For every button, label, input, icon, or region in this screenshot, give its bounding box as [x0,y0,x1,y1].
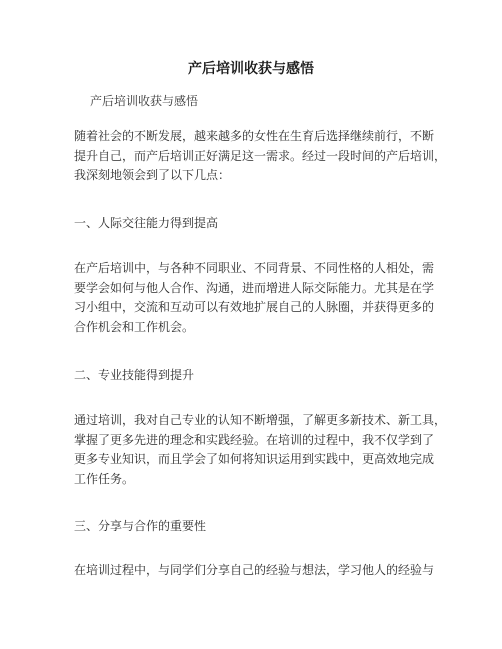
paragraph-line: 要学会如何与他人合作、沟通，进而增进人际交际能力。尤其是在学 [74,280,435,295]
paragraph-line: 习小组中，交流和互动可以有效地扩展自己的人脉圈，并获得更多的 [74,300,435,314]
paragraph-line: 提升自己，而产后培训正好满足这一需求。经过一段时间的产后培训， [74,148,447,163]
section-paragraph [74,259,434,337]
paragraph-line: 掌握了更多先进的理念和实践经验。在培训的过程中，我不仅学到了 [74,432,435,447]
document-title: 产后培训收获与感悟 [188,61,314,77]
section-heading: 三、分享与合作的重要性 [74,519,207,533]
section-heading: 二、专业技能得到提升 [74,368,195,382]
paragraph-line: 随着社会的不断发展，越来越多的女性在生育后选择继续前行，不断 [74,129,435,143]
paragraph-line: 合作机会和工作机会。 [74,319,195,334]
section-heading: 一、人际交往能力得到提高 [74,216,219,230]
paragraph-line: 更多专业知识，而且学会了如何将知识运用到实践中，更高效地完成 [74,452,435,466]
intro-paragraph [74,127,446,186]
paragraph-line: 工作任务。 [74,471,135,486]
section-paragraph [74,561,434,581]
paragraph-line: 通过培训，我对自己专业的认知不断增强，了解更多新技术、新工具， [74,413,447,427]
paragraph-line: 在培训过程中，与同学们分享自己的经验与想法，学习他人的经验与 [74,563,435,577]
paragraph-line: 在产后培训中，与各种不同职业、不同背景、不同性格的人相处，需 [74,261,435,275]
paragraph-line: 我深刻地领会到了以下几点： [74,168,231,182]
document-subtitle: 产后培训收获与感悟 [90,94,199,108]
section-paragraph [74,411,446,489]
